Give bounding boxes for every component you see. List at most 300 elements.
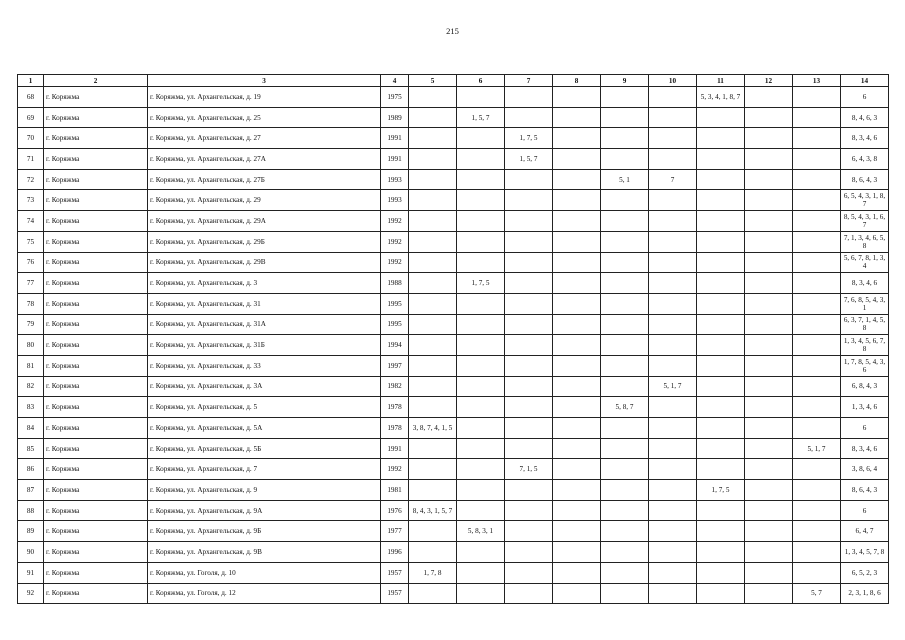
table-row — [18, 355, 889, 376]
row-number-cell: 73 — [18, 190, 44, 211]
column-14-cell: 8, 4, 6, 3 — [841, 107, 889, 128]
column-12-cell — [745, 542, 793, 563]
column-header-9: 9 — [601, 75, 649, 87]
column-10-cell — [649, 273, 697, 294]
column-5-cell: 3, 8, 7, 4, 1, 5 — [409, 418, 457, 439]
column-10-cell — [649, 500, 697, 521]
year-cell: 1978 — [381, 397, 409, 418]
row-number-cell: 78 — [18, 293, 44, 314]
table-row — [18, 231, 889, 252]
column-10-cell — [649, 542, 697, 563]
column-5-cell — [409, 335, 457, 356]
address-cell: г. Коряжма, ул. Архангельская, д. 31А — [148, 314, 381, 335]
address-cell: г. Коряжма, ул. Архангельская, д. 19 — [148, 87, 381, 108]
year-cell: 1991 — [381, 128, 409, 149]
column-10-cell — [649, 480, 697, 501]
column-14-cell: 6, 3, 7, 1, 4, 5, 8 — [841, 314, 889, 335]
column-6-cell — [457, 376, 505, 397]
year-cell: 1995 — [381, 314, 409, 335]
column-5-cell — [409, 376, 457, 397]
year-cell: 1995 — [381, 293, 409, 314]
column-6-cell — [457, 542, 505, 563]
column-9-cell — [601, 355, 649, 376]
column-14-cell: 2, 3, 1, 8, 6 — [841, 583, 889, 604]
row-number-cell: 81 — [18, 355, 44, 376]
column-9-cell — [601, 107, 649, 128]
column-11-cell — [697, 376, 745, 397]
column-6-cell — [457, 583, 505, 604]
row-number-cell: 83 — [18, 397, 44, 418]
column-14-cell: 8, 6, 4, 3 — [841, 480, 889, 501]
column-5-cell — [409, 273, 457, 294]
column-8-cell — [553, 252, 601, 273]
column-11-cell — [697, 169, 745, 190]
table-row — [18, 562, 889, 583]
column-9-cell — [601, 521, 649, 542]
column-9-cell: 5, 8, 7 — [601, 397, 649, 418]
column-header-11: 11 — [697, 75, 745, 87]
column-6-cell — [457, 418, 505, 439]
column-9-cell — [601, 149, 649, 170]
city-cell: г. Коряжма — [44, 376, 148, 397]
column-8-cell — [553, 500, 601, 521]
address-cell: г. Коряжма, ул. Архангельская, д. 33 — [148, 355, 381, 376]
year-cell: 1992 — [381, 459, 409, 480]
column-10-cell — [649, 107, 697, 128]
table-row — [18, 293, 889, 314]
address-cell: г. Коряжма, ул. Архангельская, д. 5 — [148, 397, 381, 418]
column-12-cell — [745, 107, 793, 128]
address-cell: г. Коряжма, ул. Архангельская, д. 29В — [148, 252, 381, 273]
column-10-cell — [649, 438, 697, 459]
address-cell: г. Коряжма, ул. Архангельская, д. 31 — [148, 293, 381, 314]
column-13-cell — [793, 500, 841, 521]
column-6-cell — [457, 335, 505, 356]
column-8-cell — [553, 376, 601, 397]
column-14-cell: 6, 4, 3, 8 — [841, 149, 889, 170]
column-7-cell — [505, 87, 553, 108]
column-8-cell — [553, 562, 601, 583]
row-number-cell: 72 — [18, 169, 44, 190]
city-cell: г. Коряжма — [44, 107, 148, 128]
column-13-cell: 5, 7 — [793, 583, 841, 604]
table-row — [18, 128, 889, 149]
column-12-cell — [745, 231, 793, 252]
column-9-cell — [601, 376, 649, 397]
city-cell: г. Коряжма — [44, 252, 148, 273]
column-7-cell — [505, 335, 553, 356]
column-11-cell — [697, 583, 745, 604]
column-13-cell — [793, 397, 841, 418]
column-11-cell — [697, 500, 745, 521]
column-14-cell: 7, 1, 3, 4, 6, 5, 8 — [841, 231, 889, 252]
column-5-cell — [409, 128, 457, 149]
city-cell: г. Коряжма — [44, 542, 148, 563]
column-12-cell — [745, 169, 793, 190]
column-10-cell — [649, 252, 697, 273]
column-5-cell — [409, 459, 457, 480]
column-9-cell — [601, 314, 649, 335]
column-14-cell: 1, 3, 4, 5, 7, 8 — [841, 542, 889, 563]
column-13-cell — [793, 521, 841, 542]
table-row — [18, 542, 889, 563]
column-5-cell — [409, 438, 457, 459]
city-cell: г. Коряжма — [44, 562, 148, 583]
table-row — [18, 107, 889, 128]
table-row — [18, 335, 889, 356]
column-6-cell — [457, 480, 505, 501]
column-7-cell — [505, 231, 553, 252]
row-number-cell: 75 — [18, 231, 44, 252]
column-6-cell: 1, 7, 5 — [457, 273, 505, 294]
column-6-cell — [457, 169, 505, 190]
city-cell: г. Коряжма — [44, 128, 148, 149]
column-12-cell — [745, 314, 793, 335]
year-cell: 1991 — [381, 438, 409, 459]
column-9-cell — [601, 293, 649, 314]
row-number-cell: 80 — [18, 335, 44, 356]
column-13-cell — [793, 314, 841, 335]
column-5-cell — [409, 314, 457, 335]
column-12-cell — [745, 149, 793, 170]
column-header-4: 4 — [381, 75, 409, 87]
column-11-cell — [697, 459, 745, 480]
year-cell: 1996 — [381, 542, 409, 563]
column-7-cell — [505, 542, 553, 563]
address-cell: г. Коряжма, ул. Гоголя, д. 10 — [148, 562, 381, 583]
column-5-cell — [409, 480, 457, 501]
column-12-cell — [745, 521, 793, 542]
city-cell: г. Коряжма — [44, 335, 148, 356]
column-13-cell — [793, 190, 841, 211]
column-5-cell — [409, 583, 457, 604]
column-5-cell — [409, 107, 457, 128]
table-row — [18, 521, 889, 542]
city-cell: г. Коряжма — [44, 169, 148, 190]
year-cell: 1988 — [381, 273, 409, 294]
column-header-7: 7 — [505, 75, 553, 87]
column-10-cell — [649, 521, 697, 542]
row-number-cell: 68 — [18, 87, 44, 108]
column-6-cell: 5, 8, 3, 1 — [457, 521, 505, 542]
column-9-cell — [601, 480, 649, 501]
column-9-cell — [601, 211, 649, 232]
city-cell: г. Коряжма — [44, 355, 148, 376]
page-number: 215 — [446, 26, 459, 36]
column-12-cell — [745, 583, 793, 604]
address-cell: г. Коряжма, ул. Архангельская, д. 9Б — [148, 521, 381, 542]
column-9-cell — [601, 273, 649, 294]
column-9-cell — [601, 418, 649, 439]
column-12-cell — [745, 459, 793, 480]
address-cell: г. Коряжма, ул. Архангельская, д. 5Б — [148, 438, 381, 459]
column-11-cell — [697, 438, 745, 459]
column-14-cell: 6 — [841, 87, 889, 108]
column-13-cell — [793, 459, 841, 480]
address-cell: г. Коряжма, ул. Архангельская, д. 3А — [148, 376, 381, 397]
row-number-cell: 84 — [18, 418, 44, 439]
column-5-cell — [409, 355, 457, 376]
column-11-cell — [697, 335, 745, 356]
column-12-cell — [745, 335, 793, 356]
column-8-cell — [553, 418, 601, 439]
column-7-cell: 1, 5, 7 — [505, 149, 553, 170]
column-11-cell: 1, 7, 5 — [697, 480, 745, 501]
column-11-cell: 5, 3, 4, 1, 8, 7 — [697, 87, 745, 108]
column-13-cell — [793, 169, 841, 190]
column-9-cell — [601, 128, 649, 149]
column-14-cell: 6, 5, 2, 3 — [841, 562, 889, 583]
column-6-cell — [457, 500, 505, 521]
column-7-cell — [505, 355, 553, 376]
column-header-12: 12 — [745, 75, 793, 87]
column-13-cell — [793, 211, 841, 232]
column-6-cell — [457, 87, 505, 108]
city-cell: г. Коряжма — [44, 149, 148, 170]
row-number-cell: 79 — [18, 314, 44, 335]
address-cell: г. Коряжма, ул. Архангельская, д. 27 — [148, 128, 381, 149]
city-cell: г. Коряжма — [44, 418, 148, 439]
column-14-cell: 6, 8, 4, 3 — [841, 376, 889, 397]
column-7-cell — [505, 252, 553, 273]
column-7-cell — [505, 190, 553, 211]
column-header-2: 2 — [44, 75, 148, 87]
column-7-cell — [505, 583, 553, 604]
column-11-cell — [697, 231, 745, 252]
column-13-cell — [793, 128, 841, 149]
column-5-cell — [409, 149, 457, 170]
column-8-cell — [553, 583, 601, 604]
row-number-cell: 85 — [18, 438, 44, 459]
row-number-cell: 82 — [18, 376, 44, 397]
row-number-cell: 74 — [18, 211, 44, 232]
column-8-cell — [553, 542, 601, 563]
column-header-14: 14 — [841, 75, 889, 87]
row-number-cell: 76 — [18, 252, 44, 273]
column-10-cell — [649, 293, 697, 314]
column-13-cell — [793, 87, 841, 108]
column-12-cell — [745, 418, 793, 439]
year-cell: 1975 — [381, 87, 409, 108]
row-number-cell: 92 — [18, 583, 44, 604]
column-12-cell — [745, 355, 793, 376]
column-5-cell — [409, 190, 457, 211]
column-5-cell — [409, 169, 457, 190]
table-row — [18, 252, 889, 273]
column-10-cell — [649, 418, 697, 439]
column-13-cell — [793, 418, 841, 439]
column-11-cell — [697, 355, 745, 376]
table-row — [18, 273, 889, 294]
year-cell: 1992 — [381, 252, 409, 273]
year-cell: 1957 — [381, 562, 409, 583]
column-7-cell — [505, 418, 553, 439]
column-12-cell — [745, 562, 793, 583]
column-9-cell — [601, 583, 649, 604]
year-cell: 1981 — [381, 480, 409, 501]
column-10-cell — [649, 128, 697, 149]
data-table — [17, 74, 889, 604]
column-10-cell — [649, 211, 697, 232]
column-12-cell — [745, 128, 793, 149]
column-9-cell — [601, 500, 649, 521]
year-cell: 1989 — [381, 107, 409, 128]
column-8-cell — [553, 480, 601, 501]
column-header-5: 5 — [409, 75, 457, 87]
row-number-cell: 69 — [18, 107, 44, 128]
column-11-cell — [697, 542, 745, 563]
column-9-cell — [601, 542, 649, 563]
address-cell: г. Коряжма, ул. Архангельская, д. 3 — [148, 273, 381, 294]
row-number-cell: 91 — [18, 562, 44, 583]
address-cell: г. Коряжма, ул. Архангельская, д. 27А — [148, 149, 381, 170]
column-5-cell — [409, 87, 457, 108]
column-7-cell — [505, 211, 553, 232]
column-10-cell: 7 — [649, 169, 697, 190]
column-11-cell — [697, 149, 745, 170]
table-row — [18, 459, 889, 480]
column-5-cell — [409, 211, 457, 232]
address-cell: г. Коряжма, ул. Архангельская, д. 29 — [148, 190, 381, 211]
column-9-cell — [601, 459, 649, 480]
column-14-cell: 6, 4, 7 — [841, 521, 889, 542]
column-12-cell — [745, 293, 793, 314]
column-12-cell — [745, 500, 793, 521]
column-14-cell: 6, 5, 4, 3, 1, 8, 7 — [841, 190, 889, 211]
column-8-cell — [553, 107, 601, 128]
column-8-cell — [553, 273, 601, 294]
column-13-cell — [793, 149, 841, 170]
column-6-cell — [457, 211, 505, 232]
column-14-cell: 7, 6, 8, 5, 4, 3, 1 — [841, 293, 889, 314]
column-10-cell — [649, 397, 697, 418]
column-12-cell — [745, 438, 793, 459]
column-9-cell — [601, 87, 649, 108]
column-13-cell — [793, 231, 841, 252]
column-14-cell: 8, 3, 4, 6 — [841, 128, 889, 149]
column-6-cell — [457, 190, 505, 211]
city-cell: г. Коряжма — [44, 500, 148, 521]
column-7-cell — [505, 562, 553, 583]
year-cell: 1957 — [381, 583, 409, 604]
column-14-cell: 3, 8, 6, 4 — [841, 459, 889, 480]
column-10-cell — [649, 231, 697, 252]
column-5-cell — [409, 252, 457, 273]
table-row — [18, 190, 889, 211]
column-13-cell — [793, 562, 841, 583]
column-10-cell — [649, 355, 697, 376]
year-cell: 1993 — [381, 190, 409, 211]
address-cell: г. Коряжма, ул. Архангельская, д. 25 — [148, 107, 381, 128]
year-cell: 1992 — [381, 211, 409, 232]
column-5-cell — [409, 231, 457, 252]
row-number-cell: 90 — [18, 542, 44, 563]
column-5-cell — [409, 521, 457, 542]
header-row — [18, 75, 889, 87]
column-12-cell — [745, 273, 793, 294]
city-cell: г. Коряжма — [44, 397, 148, 418]
column-10-cell — [649, 583, 697, 604]
row-number-cell: 89 — [18, 521, 44, 542]
column-13-cell — [793, 335, 841, 356]
column-8-cell — [553, 521, 601, 542]
column-7-cell — [505, 293, 553, 314]
column-13-cell: 5, 1, 7 — [793, 438, 841, 459]
column-7-cell — [505, 397, 553, 418]
column-8-cell — [553, 149, 601, 170]
column-6-cell — [457, 149, 505, 170]
column-12-cell — [745, 211, 793, 232]
column-6-cell — [457, 355, 505, 376]
column-8-cell — [553, 438, 601, 459]
column-6-cell — [457, 562, 505, 583]
year-cell: 1982 — [381, 376, 409, 397]
column-6-cell — [457, 231, 505, 252]
column-header-3: 3 — [148, 75, 381, 87]
table-row — [18, 480, 889, 501]
year-cell: 1977 — [381, 521, 409, 542]
table-row — [18, 314, 889, 335]
column-10-cell — [649, 87, 697, 108]
table-row — [18, 376, 889, 397]
year-cell: 1993 — [381, 169, 409, 190]
column-header-6: 6 — [457, 75, 505, 87]
address-cell: г. Коряжма, ул. Архангельская, д. 29А — [148, 211, 381, 232]
column-9-cell — [601, 231, 649, 252]
table-row — [18, 438, 889, 459]
city-cell: г. Коряжма — [44, 521, 148, 542]
column-9-cell — [601, 252, 649, 273]
column-8-cell — [553, 128, 601, 149]
column-5-cell: 1, 7, 8 — [409, 562, 457, 583]
city-cell: г. Коряжма — [44, 190, 148, 211]
column-11-cell — [697, 418, 745, 439]
row-number-cell: 71 — [18, 149, 44, 170]
address-cell: г. Коряжма, ул. Архангельская, д. 29Б — [148, 231, 381, 252]
address-cell: г. Коряжма, ул. Гоголя, д. 12 — [148, 583, 381, 604]
row-number-cell: 87 — [18, 480, 44, 501]
column-13-cell — [793, 355, 841, 376]
column-10-cell — [649, 459, 697, 480]
column-12-cell — [745, 397, 793, 418]
column-9-cell — [601, 562, 649, 583]
column-8-cell — [553, 293, 601, 314]
column-7-cell — [505, 376, 553, 397]
column-14-cell: 8, 5, 4, 3, 1, 6, 7 — [841, 211, 889, 232]
row-number-cell: 77 — [18, 273, 44, 294]
column-5-cell: 8, 4, 3, 1, 5, 7 — [409, 500, 457, 521]
table-row — [18, 211, 889, 232]
year-cell: 1997 — [381, 355, 409, 376]
column-7-cell — [505, 500, 553, 521]
column-12-cell — [745, 376, 793, 397]
column-14-cell: 8, 3, 4, 6 — [841, 438, 889, 459]
city-cell: г. Коряжма — [44, 480, 148, 501]
city-cell: г. Коряжма — [44, 273, 148, 294]
address-cell: г. Коряжма, ул. Архангельская, д. 27Б — [148, 169, 381, 190]
table-body — [18, 87, 889, 604]
column-10-cell — [649, 149, 697, 170]
column-13-cell — [793, 480, 841, 501]
column-8-cell — [553, 314, 601, 335]
column-8-cell — [553, 355, 601, 376]
column-7-cell — [505, 314, 553, 335]
column-14-cell: 8, 3, 4, 6 — [841, 273, 889, 294]
column-6-cell — [457, 397, 505, 418]
column-12-cell — [745, 252, 793, 273]
city-cell: г. Коряжма — [44, 231, 148, 252]
column-14-cell: 1, 3, 4, 6 — [841, 397, 889, 418]
